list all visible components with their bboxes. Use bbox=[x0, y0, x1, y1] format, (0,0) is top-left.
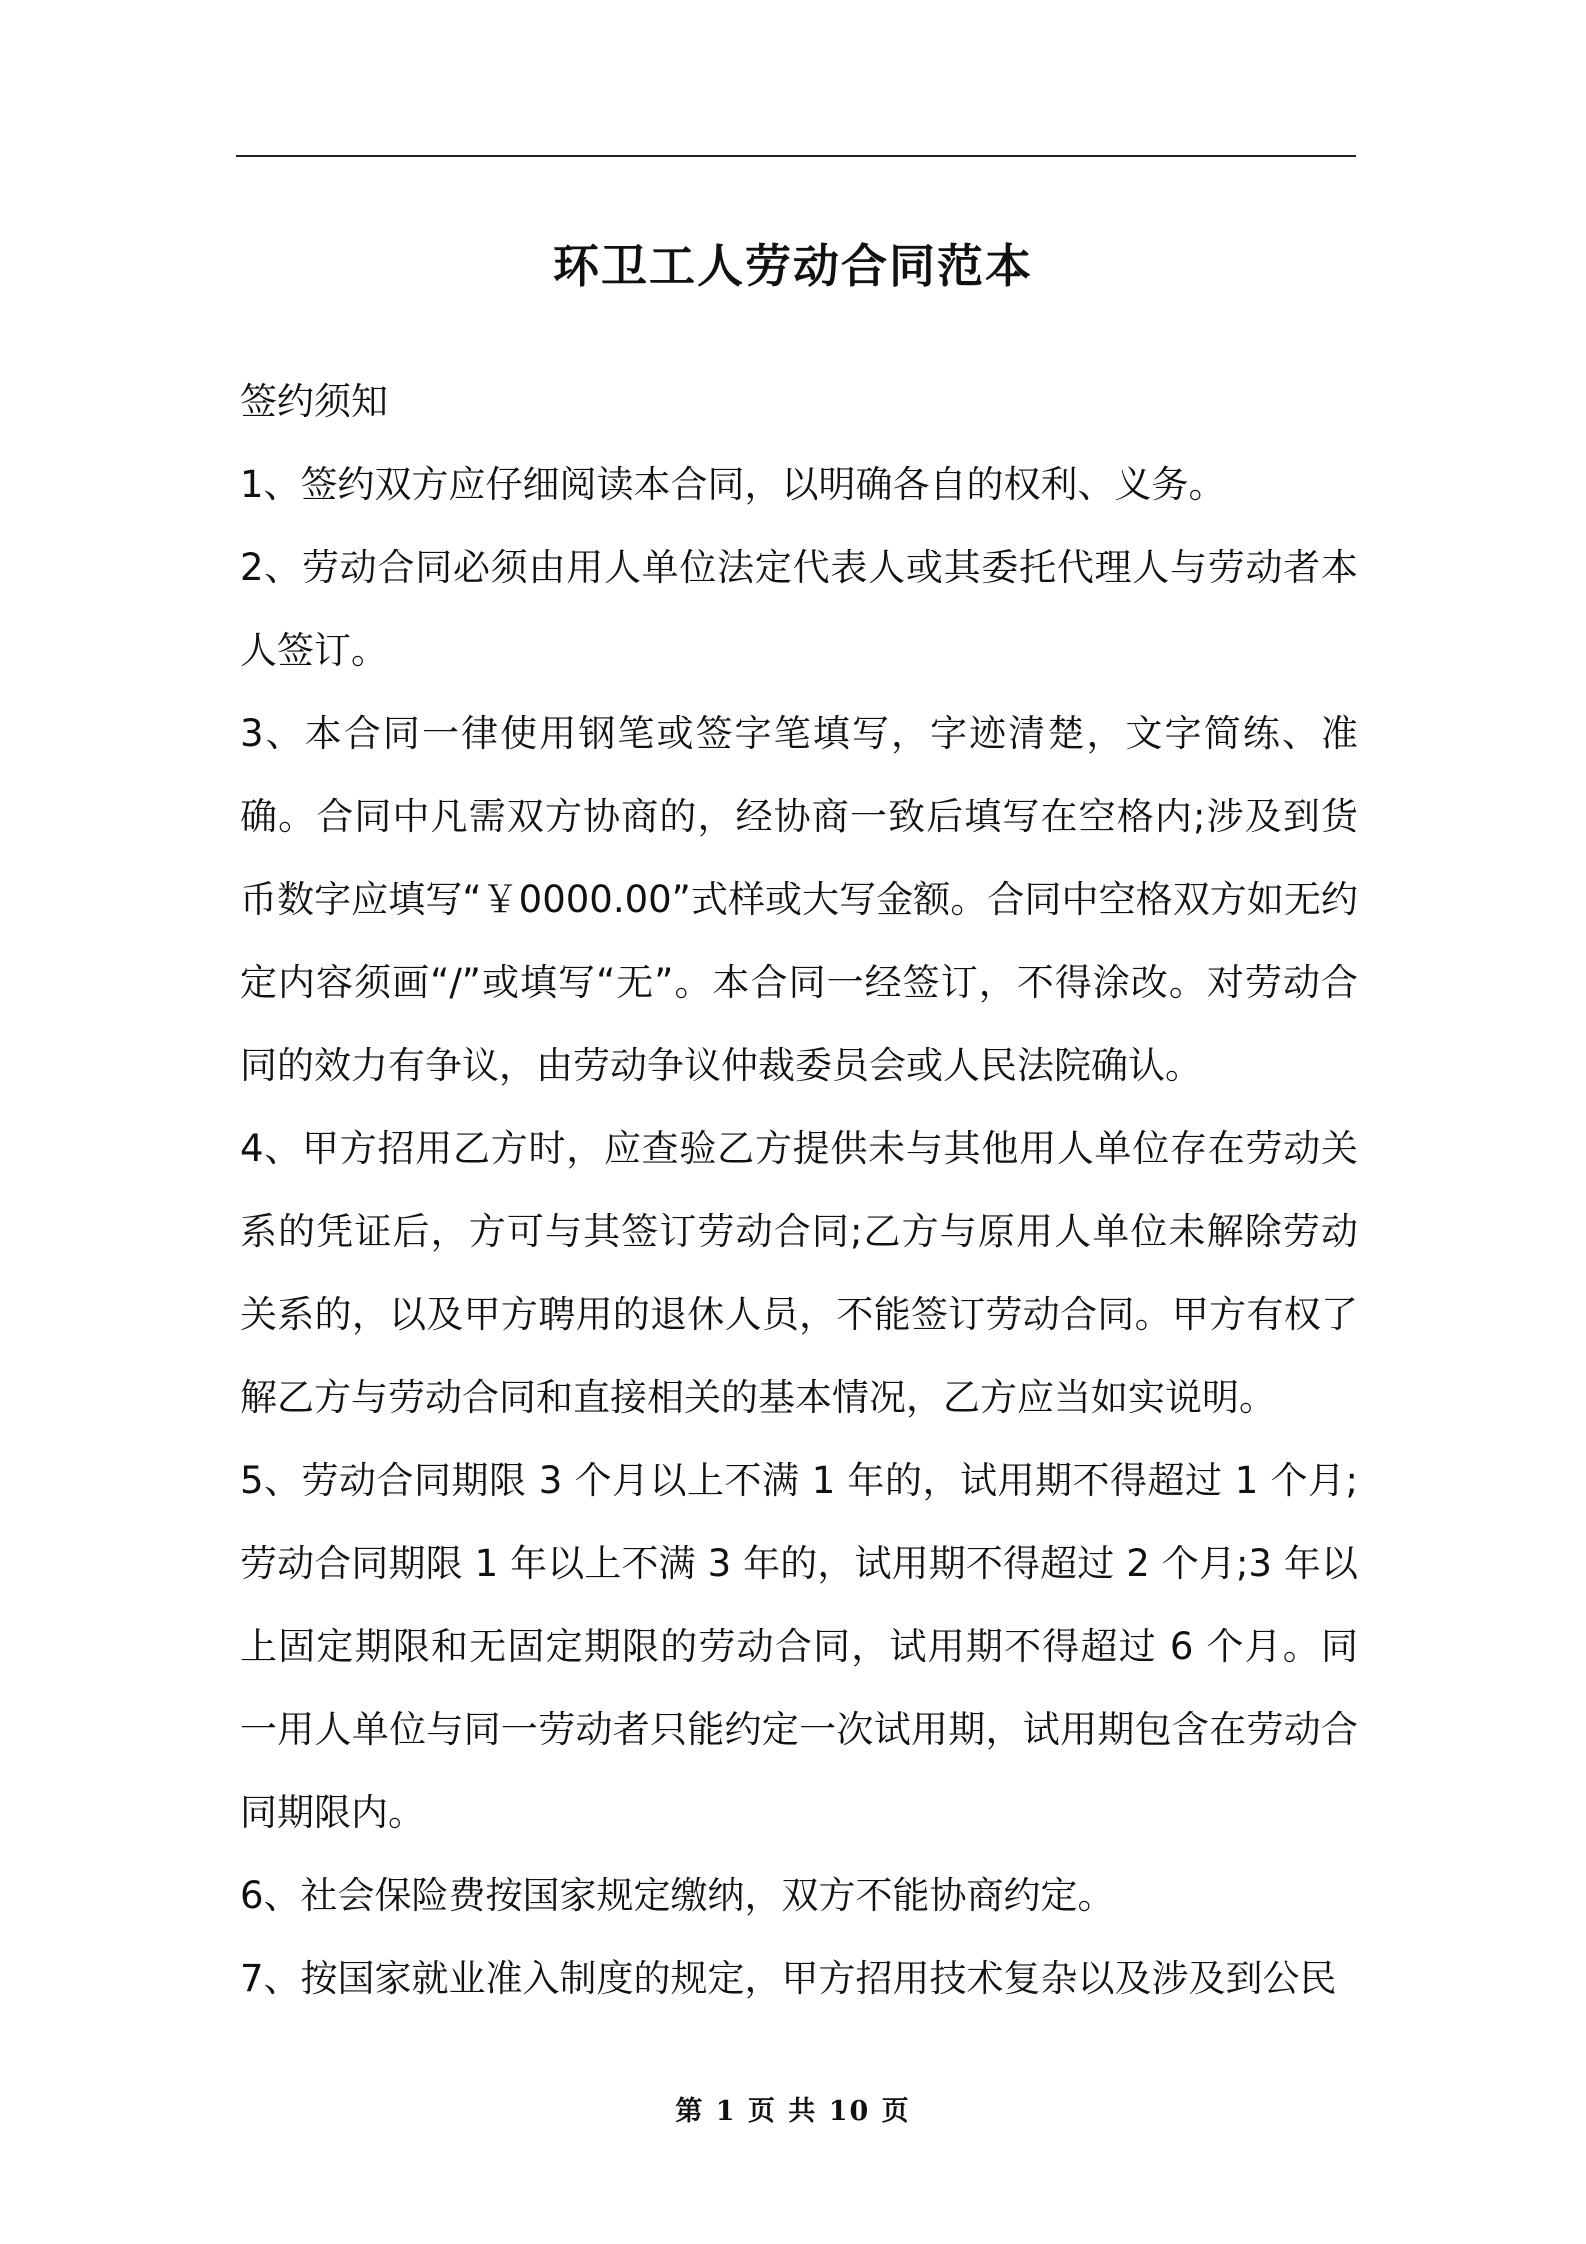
paragraph-4: 4、甲方招用乙方时，应查验乙方提供未与其他用人单位存在劳动关系的凭证后，方可与其签订劳动合同;乙方与原用人单位未解除劳动关系的，以及甲方聘用的退休人员，不能签订劳动合同。甲方有权了解乙方与劳动合同和直接相关的基本情况，乙方应当如实说明。 bbox=[240, 1127, 1358, 1419]
paragraph-1: 1、签约双方应仔细阅读本合同，以明确各自的权利、义务。 bbox=[240, 463, 1226, 506]
paragraph-7: 7、按国家就业准入制度的规定，甲方招用技术复杂以及涉及到公民 bbox=[240, 1957, 1337, 2000]
paragraph-5: 5、劳动合同期限 3 个月以上不满 1 年的，试用期不得超过 1 个月;劳动合同期限 1 年以上不满 3 年的，试用期不得超过 2 个月;3 年以上固定期限和无固定期限的劳动合同，试用期不得超过 6 个月。同一用人单位与同一劳动者只能约定一次试用期，试用期包含在劳动合同期限内。 bbox=[240, 1459, 1358, 1834]
paragraph-2: 2、劳动合同必须由用人单位法定代表人或其委托代理人与劳动者本人签订。 bbox=[240, 546, 1358, 672]
document-title: 环卫工人劳动合同范本 bbox=[553, 238, 1033, 293]
document-body bbox=[240, 360, 1358, 2020]
page-number: 第 1 页 共 10 页 bbox=[675, 2096, 911, 2127]
section-heading: 签约须知 bbox=[240, 380, 388, 423]
header-rule bbox=[236, 155, 1356, 157]
paragraph-6: 6、社会保险费按国家规定缴纳，双方不能协商约定。 bbox=[240, 1874, 1115, 1917]
paragraph-3: 3、本合同一律使用钢笔或签字笔填写，字迹清楚，文字简练、准确。合同中凡需双方协商的，经协商一致后填写在空格内;涉及到货币数字应填写“￥0000.00”式样或大写金额。合同中空格双方如无约定内容须画“/”或填写“无”。本合同一经签订，不得涂改。对劳动合同的效力有争议，由劳动争议仲裁委员会或人民法院确认。 bbox=[240, 712, 1358, 1087]
